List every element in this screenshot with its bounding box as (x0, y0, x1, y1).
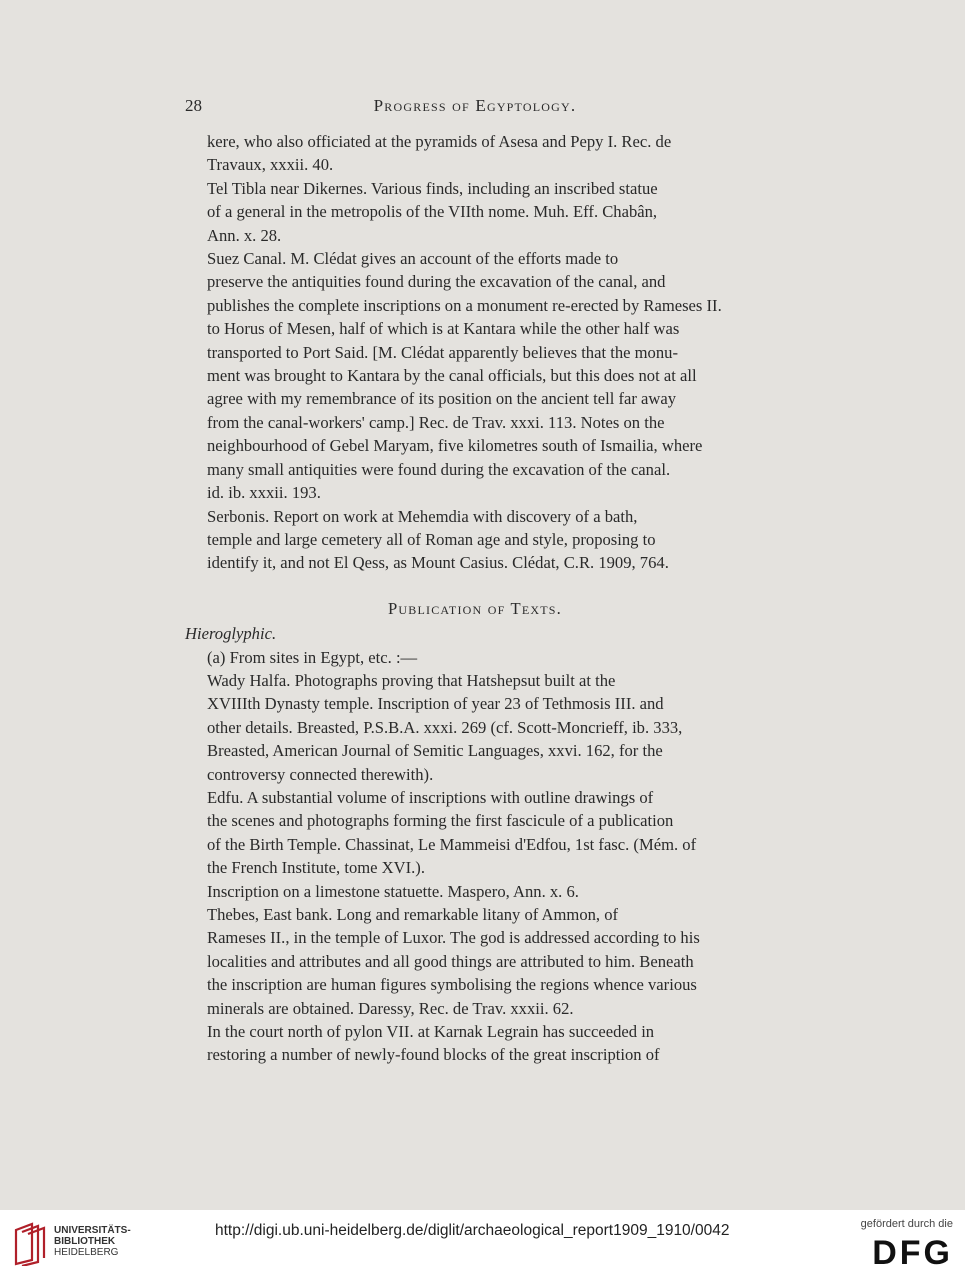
institution-line: BIBLIOTHEK (54, 1236, 116, 1247)
text-line: In the court north of pylon VII. at Karnak Legrain has succeeded in (207, 1022, 655, 1042)
text-line: temple and large cemetery all of Roman age and style, proposing to (207, 529, 656, 549)
text-line: ment was brought to Kantara by the canal officials, but this does not at all (207, 366, 697, 386)
institution-line: HEIDELBERG (54, 1247, 119, 1258)
text-line: to Horus of Mesen, half of which is at Kantara while the other half was (207, 319, 680, 339)
running-head: Progress of Egyptology. (373, 96, 577, 115)
institution-name (54, 1225, 131, 1258)
text-line: the French Institute, tome XVI.). (207, 858, 425, 878)
body-text (185, 130, 765, 1067)
text-line: Edfu. A substantial volume of inscriptions with outline drawings of (207, 787, 654, 807)
text-line: Ann. x. 28. (207, 225, 282, 245)
text-line: the scenes and photographs forming the first fascicule of a publication (207, 811, 674, 831)
page-header (185, 96, 765, 118)
page-number: 28 (185, 96, 202, 115)
text-line: of the Birth Temple. Chassinat, Le Mammeisi d'Edfou, 1st fasc. (Mém. of (207, 834, 697, 854)
text-line: Wady Halfa. Photographs proving that Hatshepsut built at the (207, 670, 616, 690)
paragraph-serbonis (185, 505, 765, 575)
paragraph-edfu (185, 786, 765, 880)
dfg-logo: DFG (872, 1234, 953, 1272)
viewer-footer (0, 1210, 965, 1277)
text-line: neighbourhood of Gebel Maryam, five kilometres south of Ismailia, where (207, 436, 703, 456)
subsection-heading: Hieroglyphic. (185, 624, 277, 644)
permalink-url[interactable]: http://digi.ub.uni-heidelberg.de/diglit/archaeological_report1909_1910/0042 (215, 1222, 730, 1239)
text-line: Travaux, xxxii. 40. (207, 155, 334, 175)
text-line: identify it, and not El Qess, as Mount Casius. Clédat, C.R. 1909, 764. (207, 553, 669, 573)
text-line: id. ib. xxxii. 193. (207, 483, 321, 503)
text-line: publishes the complete inscriptions on a monument re-erected by Rameses II. (207, 295, 722, 315)
text-line: the inscription are human figures symbolising the regions whence various (207, 975, 697, 995)
text-line: minerals are obtained. Daressy, Rec. de Trav. xxxii. 62. (207, 998, 574, 1018)
paragraph-inscription (185, 880, 765, 903)
text-line: from the canal-workers' camp.] Rec. de Trav. xxxi. 113. Notes on the (207, 412, 665, 432)
text-line: localities and attributes and all good things are attributed to him. Beneath (207, 951, 694, 971)
text-line: preserve the antiquities found during the excavation of the canal, and (207, 272, 666, 292)
paragraph-tel-tibla (185, 177, 765, 247)
text-line: controversy connected therewith). (207, 764, 434, 784)
paragraph-karnak (185, 1020, 765, 1067)
section-title: Publication of Texts. (387, 598, 563, 618)
paragraph-suez-canal (185, 247, 765, 504)
text-line: kere, who also officiated at the pyramids of Asesa and Pepy I. Rec. de (207, 132, 672, 151)
paragraph-thebes (185, 903, 765, 1020)
text-line: other details. Breasted, P.S.B.A. xxxi. 269 (cf. Scott-Moncrieff, ib. 333, (207, 717, 683, 737)
paragraph-sub-a (185, 646, 765, 669)
text-line: XVIIIth Dynasty temple. Inscription of year 23 of Tethmosis III. and (207, 694, 664, 714)
sponsor-label: gefördert durch die (860, 1218, 953, 1230)
text-line: of a general in the metropolis of the VIIth nome. Muh. Eff. Chabân, (207, 202, 658, 222)
text-line: restoring a number of newly-found blocks of the great inscription of (207, 1045, 660, 1065)
text-line: (a) From sites in Egypt, etc. :— (207, 647, 418, 667)
text-line: Rameses II., in the temple of Luxor. The god is addressed according to his (207, 928, 700, 948)
text-line: Serbonis. Report on work at Mehemdia with discovery of a bath, (207, 506, 638, 526)
text-line: Tel Tibla near Dikernes. Various finds, including an inscribed statue (207, 178, 658, 198)
paragraph (185, 130, 765, 177)
text-line: Inscription on a limestone statuette. Maspero, Ann. x. 6. (207, 881, 579, 901)
text-line: Breasted, American Journal of Semitic Languages, xxvi. 162, for the (207, 741, 663, 761)
text-line: Thebes, East bank. Long and remarkable litany of Ammon, of (207, 905, 619, 924)
institution-line: UNIVERSITÄTS- (54, 1225, 131, 1236)
text-line: many small antiquities were found during the excavation of the canal. (207, 459, 671, 479)
paragraph-wady-halfa (185, 669, 765, 786)
text-line: transported to Port Said. [M. Clédat apparently believes that the monu- (207, 342, 678, 362)
text-line: agree with my remembrance of its position on the ancient tell far away (207, 389, 677, 409)
text-line: Suez Canal. M. Clédat gives an account of the efforts made to (207, 249, 619, 269)
heidelberg-library-logo-icon (10, 1222, 48, 1266)
